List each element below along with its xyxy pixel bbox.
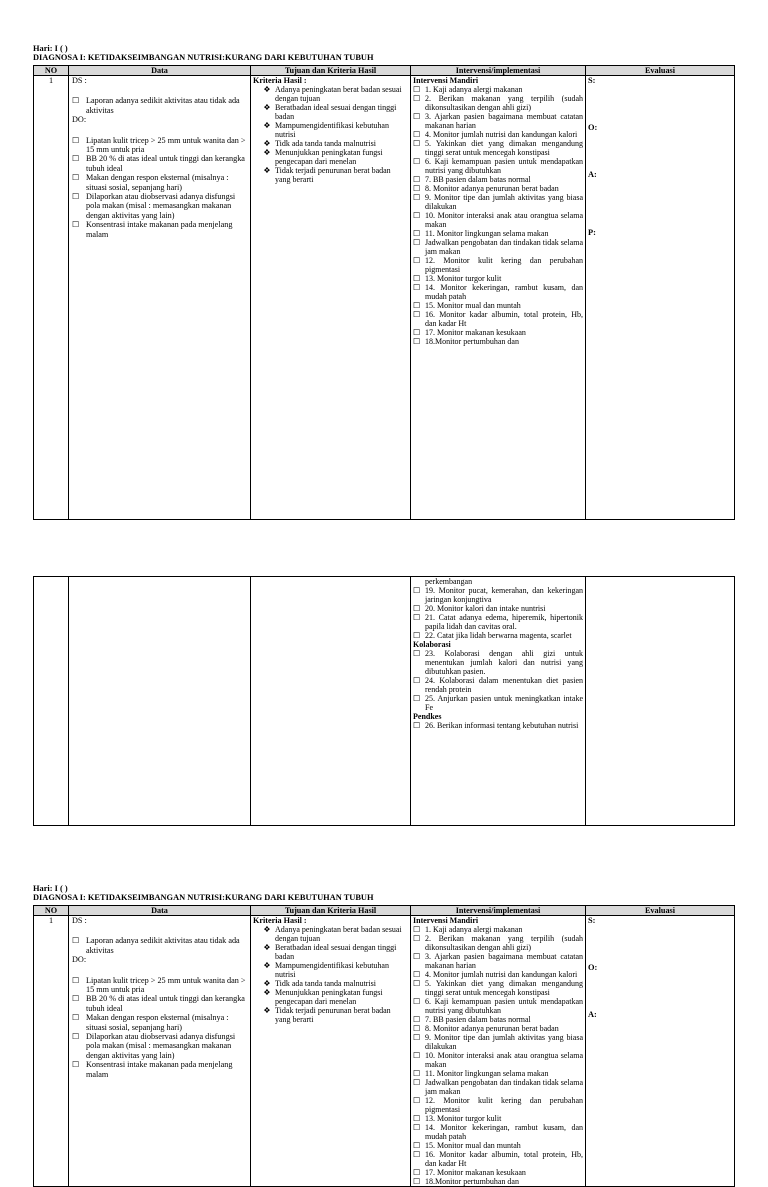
intervention-item-text: 11. Monitor lingkungan selama makan [425,229,549,238]
checkbox-icon: ☐ [72,1013,80,1023]
checkbox-icon: ☐ [413,1024,421,1033]
do-item [72,1013,247,1032]
checkbox-icon: ☐ [72,96,80,106]
intervention-item-text: 10. Monitor interaksi anak atau orangtua selama makan [425,1051,583,1069]
intervention-item [413,952,583,970]
intervention-item-text: 6. Kaji kemampuan pasien untuk mendapatkan nutrisi yang dibutuhkan [425,157,583,175]
goals-cell-empty [251,577,411,826]
intervention-item [413,934,583,952]
kolaborasi-item-text: 24. Kolaborasi dalam menentukan diet pasien rendah protein [425,676,583,694]
col-header-no: NO [34,66,69,76]
diamond-bullet-icon: ❖ [263,139,271,149]
diamond-bullet-icon: ❖ [263,925,271,935]
checkbox-icon: ☐ [413,979,421,988]
pendkes-list [413,721,583,730]
diamond-bullet-icon: ❖ [263,166,271,176]
kolaborasi-item-text: 23. Kolaborasi dengan ahli gizi untuk menentukan jumlah kalori dan nutrisi yang dibutuhkan pasien. [425,649,583,676]
pendkes-item-text: 26. Berikan informasi tentang kebutuhan nutrisi [425,721,579,730]
intervention-item-text: 22. Catat jika lidah berwarna magenta, scarlet [425,631,572,640]
do-item-text: Dilaporkan atau diobservasi adanya disfungsi pola makan (misal : memasangkan makanan dengan aktivitas yang lain) [86,1032,236,1060]
intervention-item-text: 3. Ajarkan pasien bagaimana membuat catatan makanan harian [425,112,583,130]
ds-item [72,96,247,115]
checkbox-icon: ☐ [72,975,80,985]
kolaborasi-item-text: 25. Anjurkan pasien untuk meningkatkan intake Fe [425,694,583,712]
checkbox-icon: ☐ [72,1032,80,1042]
do-item [72,994,247,1013]
goals-list [253,85,408,184]
intervention-item [413,1141,583,1150]
intervention-item [413,94,583,112]
kolaborasi-list [413,649,583,712]
checkbox-icon: ☐ [413,1033,421,1042]
eval-o: O: [588,963,598,973]
intervention-item [413,979,583,997]
checkbox-icon: ☐ [413,721,421,730]
do-item [72,1060,247,1079]
goal-item-text: Beratbadan ideal sesuai dengan tinggi badan [275,943,397,962]
mandiri-title: Intervensi Mandiri [413,916,479,925]
ds-label: DS : [72,916,87,925]
goal-item-text: Tidak terjadi penurunan berat badan yang berarti [275,166,391,185]
intervention-item [413,229,583,238]
checkbox-icon: ☐ [413,1078,421,1087]
checkbox-icon: ☐ [413,256,421,265]
intervention-item [413,1150,583,1168]
intervention-list [413,925,583,1186]
checkbox-icon: ☐ [413,631,421,640]
intervention-item [413,1033,583,1051]
intervention-item [413,1078,583,1096]
goal-item-text: Mampumengidentifikasi kebutuhan nutrisi [275,961,389,980]
checkbox-icon: ☐ [413,139,421,148]
checkbox-icon: ☐ [413,1015,421,1024]
do-item-text: BB 20 % di atas ideal untuk tinggi dan kerangka tubuh ideal [86,994,245,1013]
row-number-empty [34,577,69,826]
goals-cell [251,76,411,520]
continued-text: perkembangan [425,577,473,586]
goal-item [253,103,408,121]
goal-item-text: Menunjukkan peningkatan fungsi pengecapan dari menelan [275,988,383,1007]
goal-item-text: Tidk ada tanda tanda malnutrisi [275,139,377,149]
diamond-bullet-icon: ❖ [263,988,271,998]
table-row [34,916,735,1187]
intervention-item [413,604,583,613]
checkbox-icon: ☐ [413,1168,421,1177]
intervention-item [413,193,583,211]
intervention-item [413,157,583,175]
col-header-intervention: Intervensi/implementasi [411,906,586,916]
table-header-row [34,66,735,76]
intervention-item [413,211,583,229]
checkbox-icon: ☐ [72,154,80,164]
intervention-item-text: 8. Monitor adanya penurunan berat badan [425,1024,559,1033]
eval-a: A: [588,1009,597,1019]
kolaborasi-title: Kolaborasi [413,640,451,649]
col-header-no: NO [34,906,69,916]
row-number: 1 [34,76,69,520]
intervention-item-text: 4. Monitor jumlah nutrisi dan kandungan kalori [425,970,578,979]
ds-list [72,96,247,115]
intervention-list-continued [413,586,583,640]
pendkes-title: Pendkes [413,712,442,721]
intervention-item [413,1096,583,1114]
diamond-bullet-icon: ❖ [263,121,271,131]
goal-item [253,148,408,166]
intervention-item-text: 21. Catat adanya edema, hiperemik, hipertonik papila lidah dan cavitas oral. [425,613,583,631]
checkbox-icon: ☐ [413,1051,421,1060]
ds-item-text: Laporan adanya sedikit aktivitas atau tidak ada aktivitas [86,936,240,955]
intervention-item [413,1024,583,1033]
intervention-item [413,283,583,301]
checkbox-icon: ☐ [413,970,421,979]
intervention-item [413,238,583,256]
checkbox-icon: ☐ [413,184,421,193]
col-header-data: Data [69,906,251,916]
intervention-item-text: 13. Monitor turgor kulit [425,1114,502,1123]
col-header-intervention: Intervensi/implementasi [411,66,586,76]
intervention-item-text: Jadwalkan pengobatan dan tindakan tidak selama jam makan [425,238,583,256]
do-label: DO: [72,955,87,965]
care-plan-table [33,65,735,520]
evaluation-cell [586,76,735,520]
intervention-item-text: Jadwalkan pengobatan dan tindakan tidak selama jam makan [425,1078,583,1096]
intervention-item-text: 14. Monitor kekeringan, rambut kusam, dan mudah patah [425,1123,583,1141]
do-item-text: Konsentrasi intake makanan pada menjelang malam [86,1060,233,1079]
goal-item-text: Beratbadan ideal sesuai dengan tinggi badan [275,103,397,122]
intervention-item-text: 19. Monitor pucat, kemerahan, dan kekeringan jaringan konjungtiva [425,586,583,604]
evaluation-cell-empty [586,577,735,826]
checkbox-icon: ☐ [413,1114,421,1123]
goals-cell [251,916,411,1187]
intervention-item-text: 18.Monitor pertumbuhan dan [425,337,519,346]
checkbox-icon: ☐ [413,337,421,346]
day-label: Hari: I ( ) [33,44,68,53]
intervention-item-text: 1. Kaji adanya alergi makanan [425,85,523,94]
goal-item [253,988,408,1006]
checkbox-icon: ☐ [72,994,80,1004]
eval-s: S: [588,76,596,85]
intervention-item-text: 17. Monitor makanan kesukaan [425,1168,526,1177]
do-item-text: Konsentrasi intake makanan pada menjelang malam [86,220,233,239]
checkbox-icon: ☐ [413,283,421,292]
ds-label: DS : [72,76,87,85]
intervention-item-text: 13. Monitor turgor kulit [425,274,502,283]
intervention-item-text: 5. Yakinkan diet yang dimakan mengandung tinggi serat untuk mencegah konstipasi [425,139,583,157]
col-header-goals: Tujuan dan Kriteria Hasil [251,906,411,916]
do-item-text: Makan dengan respon eksternal (misalnya : situasi sosial, sepanjang hari) [86,1013,229,1032]
kolaborasi-item [413,649,583,676]
intervention-item-text: 9. Monitor tipe dan jumlah aktivitas yang biasa dilakukan [425,1033,583,1051]
intervention-item [413,613,583,631]
data-cell [69,76,251,520]
goal-item [253,979,408,988]
checkbox-icon: ☐ [413,1096,421,1105]
checkbox-icon: ☐ [413,1177,421,1186]
diamond-bullet-icon: ❖ [263,85,271,95]
checkbox-icon: ☐ [413,1150,421,1159]
intervention-item-text: 18.Monitor pertumbuhan dan [425,1177,519,1186]
checkbox-icon: ☐ [413,694,421,703]
table-row [34,577,735,826]
goal-item [253,139,408,148]
goal-item-text: Menunjukkan peningkatan fungsi pengecapan dari menelan [275,148,383,167]
intervention-item-text: 9. Monitor tipe dan jumlah aktivitas yang biasa dilakukan [425,193,583,211]
checkbox-icon: ☐ [413,997,421,1006]
eval-s: S: [588,916,596,925]
checkbox-icon: ☐ [72,192,80,202]
diamond-bullet-icon: ❖ [263,979,271,989]
intervention-item [413,175,583,184]
do-item [72,173,247,192]
goals-list [253,925,408,1024]
intervention-item-text: 12. Monitor kulit kering dan perubahan pigmentasi [425,1096,583,1114]
intervention-item-text: 4. Monitor jumlah nutrisi dan kandungan kalori [425,130,578,139]
goal-item-text: Tidak terjadi penurunan berat badan yang berarti [275,1006,391,1025]
checkbox-icon: ☐ [413,157,421,166]
col-header-data: Data [69,66,251,76]
do-list [72,136,247,239]
intervention-item [413,328,583,337]
do-item [72,192,247,220]
do-item-text: BB 20 % di atas ideal untuk tinggi dan kerangka tubuh ideal [86,154,245,173]
checkbox-icon: ☐ [413,1141,421,1150]
goal-item [253,121,408,139]
checkbox-icon: ☐ [413,934,421,943]
intervention-item [413,1114,583,1123]
goals-title: Kriteria Hasil : [253,76,307,85]
checkbox-icon: ☐ [413,238,421,247]
table-row [34,76,735,520]
do-item [72,976,247,995]
kolaborasi-item [413,694,583,712]
intervention-item [413,1168,583,1177]
checkbox-icon: ☐ [413,193,421,202]
diamond-bullet-icon: ❖ [263,103,271,113]
checkbox-icon: ☐ [413,676,421,685]
intervention-cell-continued [411,577,586,826]
intervention-item [413,1015,583,1024]
intervention-item-text: 16. Monitor kadar albumin, total protein, Hb, dan kadar Ht [425,1150,583,1168]
goal-item-text: Adanya peningkatan berat badan sesuai dengan tujuan [275,925,402,944]
checkbox-icon: ☐ [413,85,421,94]
data-cell [69,916,251,1187]
do-item-text: Makan dengan respon eksternal (misalnya : situasi sosial, sepanjang hari) [86,173,229,192]
goal-item [253,943,408,961]
checkbox-icon: ☐ [72,220,80,230]
goal-item-text: Tidk ada tanda tanda malnutrisi [275,979,377,989]
intervention-item [413,1177,583,1186]
intervention-list [413,85,583,346]
ds-item-text: Laporan adanya sedikit aktivitas atau tidak ada aktivitas [86,96,240,115]
goal-item [253,166,408,184]
care-plan-table-2 [33,905,735,1187]
care-plan-table-continued [33,576,735,826]
intervention-item-text: 2. Berikan makanan yang terpilih (sudah dikonsultasikan dengan ahli gizi) [425,934,583,952]
checkbox-icon: ☐ [413,613,421,622]
do-item [72,154,247,173]
mandiri-title: Intervensi Mandiri [413,76,479,85]
intervention-item [413,130,583,139]
col-header-evaluation: Evaluasi [586,906,735,916]
checkbox-icon: ☐ [72,135,80,145]
checkbox-icon: ☐ [413,112,421,121]
intervention-item-text: 17. Monitor makanan kesukaan [425,328,526,337]
checkbox-icon: ☐ [72,173,80,183]
intervention-item [413,85,583,94]
intervention-item [413,337,583,346]
checkbox-icon: ☐ [413,175,421,184]
eval-a: A: [588,169,597,179]
intervention-item [413,301,583,310]
intervention-item [413,112,583,130]
intervention-item-text: 16. Monitor kadar albumin, total protein, Hb, dan kadar Ht [425,310,583,328]
checkbox-icon: ☐ [413,274,421,283]
intervention-item [413,586,583,604]
goal-item-text: Mampumengidentifikasi kebutuhan nutrisi [275,121,389,140]
intervention-item-text: 11. Monitor lingkungan selama makan [425,1069,549,1078]
checkbox-icon: ☐ [413,130,421,139]
do-item [72,1032,247,1060]
diagnosis-title-2: DIAGNOSA I: KETIDAKSEIMBANGAN NUTRISI:KURANG DARI KEBUTUHAN TUBUH [33,893,374,902]
goal-item [253,1006,408,1024]
checkbox-icon: ☐ [413,211,421,220]
goal-item [253,85,408,103]
intervention-item [413,274,583,283]
intervention-cell [411,916,586,1187]
intervention-item [413,139,583,157]
intervention-item [413,997,583,1015]
ds-list [72,936,247,955]
intervention-item [413,310,583,328]
evaluation-cell [586,916,735,1187]
checkbox-icon: ☐ [72,936,80,946]
checkbox-icon: ☐ [413,649,421,658]
intervention-item [413,631,583,640]
intervention-item-text: 15. Monitor mual dan muntah [425,301,521,310]
diamond-bullet-icon: ❖ [263,1006,271,1016]
eval-o: O: [588,123,598,133]
checkbox-icon: ☐ [413,1123,421,1132]
intervention-item-text: 2. Berikan makanan yang terpilih (sudah dikonsultasikan dengan ahli gizi) [425,94,583,112]
goal-item [253,925,408,943]
intervention-item-text: 7. BB pasien dalam batas normal [425,175,531,184]
col-header-evaluation: Evaluasi [586,66,735,76]
checkbox-icon: ☐ [72,1060,80,1070]
intervention-item-text: 10. Monitor interaksi anak atau orangtua selama makan [425,211,583,229]
checkbox-icon: ☐ [413,301,421,310]
intervention-cell [411,76,586,520]
checkbox-icon: ☐ [413,229,421,238]
eval-p: P: [588,228,596,238]
row-number: 1 [34,916,69,1187]
do-item-text: Dilaporkan atau diobservasi adanya disfungsi pola makan (misal : memasangkan makanan dengan aktivitas yang lain) [86,192,236,220]
checkbox-icon: ☐ [413,586,421,595]
intervention-item-text: 7. BB pasien dalam batas normal [425,1015,531,1024]
checkbox-icon: ☐ [413,328,421,337]
data-cell-empty [69,577,251,826]
diamond-bullet-icon: ❖ [263,148,271,158]
diamond-bullet-icon: ❖ [263,961,271,971]
pendkes-item [413,721,583,730]
intervention-item-text: 14. Monitor kekeringan, rambut kusam, dan mudah patah [425,283,583,301]
ds-item [72,936,247,955]
do-list [72,976,247,1079]
intervention-item-text: 3. Ajarkan pasien bagaimana membuat catatan makanan harian [425,952,583,970]
do-item [72,220,247,239]
kolaborasi-item [413,676,583,694]
intervention-item [413,1123,583,1141]
checkbox-icon: ☐ [413,310,421,319]
col-header-goals: Tujuan dan Kriteria Hasil [251,66,411,76]
do-item [72,136,247,155]
do-label: DO: [72,115,87,125]
do-item-text: Lipatan kulit tricep > 25 mm untuk wanita dan > 15 mm untuk pria [86,975,246,995]
intervention-item [413,925,583,934]
intervention-item [413,1069,583,1078]
intervention-item-text: 20. Monitor kalori dan intake nuntrisi [425,604,546,613]
checkbox-icon: ☐ [413,925,421,934]
checkbox-icon: ☐ [413,94,421,103]
intervention-item-text: 8. Monitor adanya penurunan berat badan [425,184,559,193]
intervention-item-text: 5. Yakinkan diet yang dimakan mengandung tinggi serat untuk mencegah konstipasi [425,979,583,997]
intervention-item [413,256,583,274]
goals-title: Kriteria Hasil : [253,916,307,925]
diagnosis-title: DIAGNOSA I: KETIDAKSEIMBANGAN NUTRISI:KURANG DARI KEBUTUHAN TUBUH [33,53,374,62]
intervention-item-text: 12. Monitor kulit kering dan perubahan pigmentasi [425,256,583,274]
checkbox-icon: ☐ [413,1069,421,1078]
do-item-text: Lipatan kulit tricep > 25 mm untuk wanita dan > 15 mm untuk pria [86,135,246,155]
day-label-2: Hari: I ( ) [33,884,68,893]
diamond-bullet-icon: ❖ [263,943,271,953]
intervention-item [413,970,583,979]
goal-item-text: Adanya peningkatan berat badan sesuai dengan tujuan [275,85,402,104]
checkbox-icon: ☐ [413,952,421,961]
intervention-item-text: 1. Kaji adanya alergi makanan [425,925,523,934]
checkbox-icon: ☐ [413,604,421,613]
intervention-item-text: 6. Kaji kemampuan pasien untuk mendapatkan nutrisi yang dibutuhkan [425,997,583,1015]
table-header-row [34,906,735,916]
intervention-item [413,184,583,193]
intervention-item [413,1051,583,1069]
goal-item [253,961,408,979]
intervention-item-text: 15. Monitor mual dan muntah [425,1141,521,1150]
